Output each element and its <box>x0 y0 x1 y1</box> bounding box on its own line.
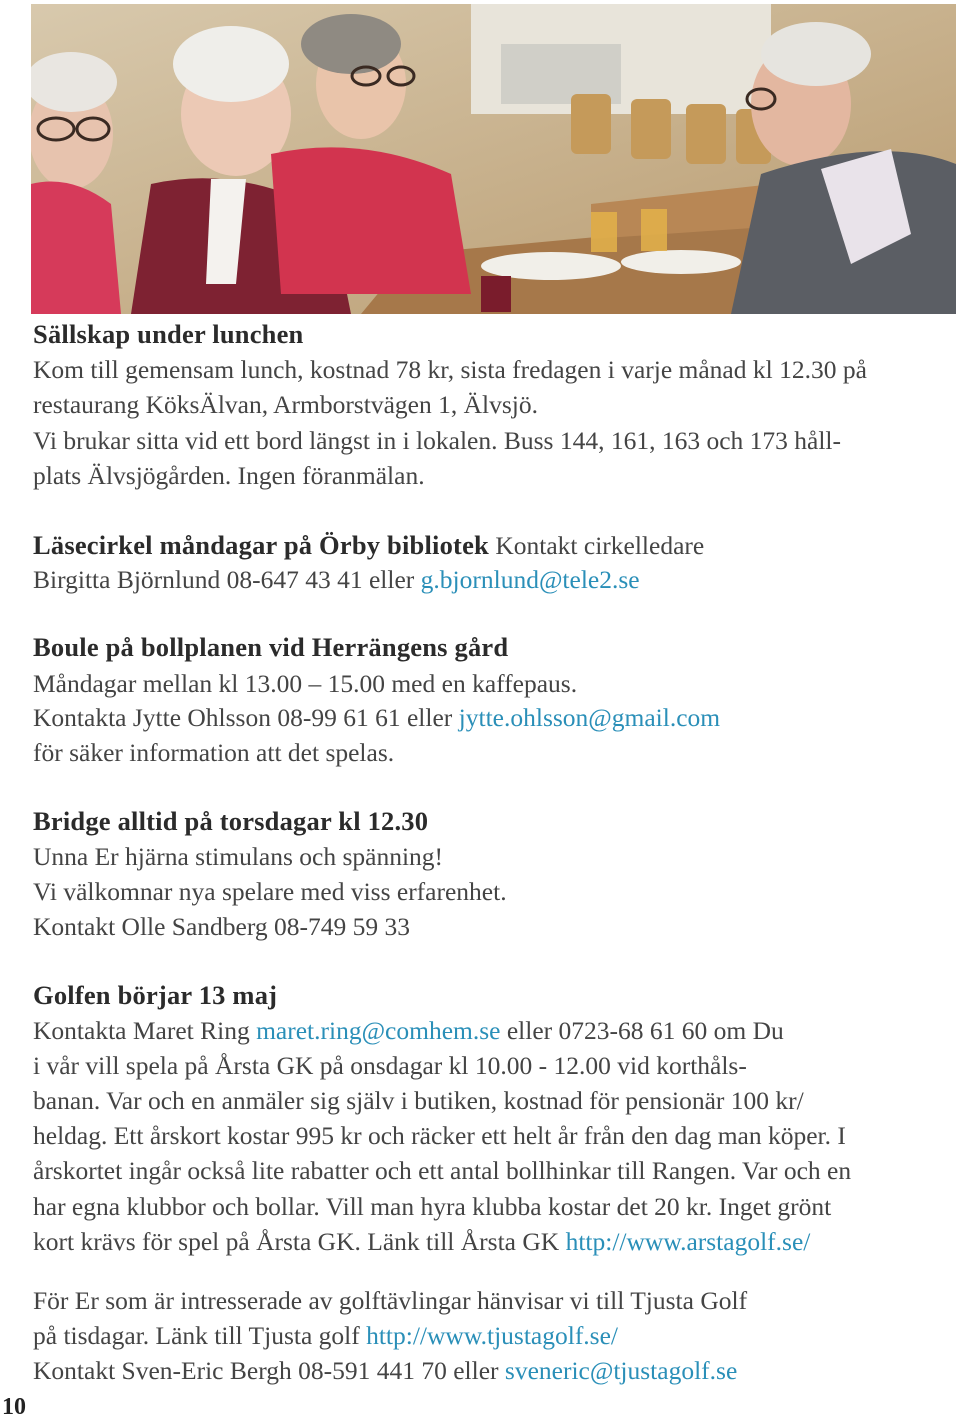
lunch-text-line: Kom till gemensam lunch, kostnad 78 kr, sista fredagen i varje månad kl 12.30 på <box>33 355 867 384</box>
golf-text-line: har egna klubbor och bollar. Vill man hyra klubba kostar det 20 kr. Inget grönt <box>33 1192 832 1221</box>
read-email-link[interactable]: g.bjornlund@tele2.se <box>420 565 640 594</box>
read-line-1 <box>33 530 704 561</box>
boule-contact-text: Kontakta Jytte Ohlsson 08-99 61 61 eller <box>33 703 459 732</box>
lunch-photo <box>31 4 956 314</box>
read-contact-text: Birgitta Björnlund 08-647 43 41 eller <box>33 565 421 594</box>
boule-line-2 <box>33 703 720 733</box>
golf-contact-text: Kontakta Maret Ring <box>33 1016 257 1045</box>
golf-p2-line-2 <box>33 1321 618 1351</box>
bridge-text-line: Vi välkomnar nya spelare med viss erfarenhet. <box>33 877 507 906</box>
arstagolf-link[interactable]: http://www.arstagolf.se/ <box>565 1227 811 1256</box>
golf-text-line: i vår vill spela på Årsta GK på onsdagar kl 10.00 - 12.00 vid korthåls- <box>33 1051 747 1080</box>
golf-text-line: För Er som är intresserade av golftävlingar hänvisar vi till Tjusta Golf <box>33 1286 748 1315</box>
bridge-heading: Bridge alltid på torsdagar kl 12.30 <box>33 806 429 836</box>
read-heading: Läsecirkel måndagar på Örby bibliotek <box>33 530 489 560</box>
lunch-text-line: restaurang KöksÄlvan, Armborstvägen 1, Älvsjö. <box>33 390 538 419</box>
read-contact-label: Kontakt cirkelledare <box>488 531 705 560</box>
tjustagolf-link[interactable]: http://www.tjustagolf.se/ <box>366 1321 619 1350</box>
lunch-text-line: Vi brukar sitta vid ett bord längst in i lokalen. Buss 144, 161, 163 och 173 håll- <box>33 426 841 455</box>
boule-text-line: Måndagar mellan kl 13.00 – 15.00 med en kaffepaus. <box>33 669 578 698</box>
golf-line-7 <box>33 1227 810 1257</box>
golf-text-line: heldag. Ett årskort kostar 995 kr och räcker ett helt år från den dag man köper. I <box>33 1121 846 1150</box>
golf-p2-line-3 <box>33 1356 737 1386</box>
tjusta-contact-text: Kontakt Sven-Eric Bergh 08-591 441 70 eller <box>33 1356 505 1385</box>
boule-heading: Boule på bollplanen vid Herrängens gård <box>33 632 509 662</box>
golf-heading: Golfen börjar 13 maj <box>33 980 278 1010</box>
golf-email-link[interactable]: maret.ring@comhem.se <box>256 1016 501 1045</box>
golf-text-line: årskortet ingår också lite rabatter och ett antal bollhinkar till Rangen. Var och en <box>33 1156 852 1185</box>
bridge-text-line: Unna Er hjärna stimulans och spänning! <box>33 842 444 871</box>
tjusta-email-link[interactable]: sveneric@tjustagolf.se <box>504 1356 738 1385</box>
bridge-text-line: Kontakt Olle Sandberg 08-749 59 33 <box>33 912 411 941</box>
lunch-heading: Sällskap under lunchen <box>33 319 304 349</box>
boule-text-line: för säker information att det spelas. <box>33 738 395 767</box>
page-number: 10 <box>2 1394 26 1420</box>
tjusta-link-label: på tisdagar. Länk till Tjusta golf <box>33 1321 367 1350</box>
golf-line-1 <box>33 1016 784 1046</box>
read-line-2 <box>33 565 640 595</box>
lunch-text-line: plats Älvsjögården. Ingen föranmälan. <box>33 461 425 490</box>
golf-text-line: banan. Var och en anmäler sig själv i butiken, kostnad för pensionär 100 kr/ <box>33 1086 804 1115</box>
golf-link-label: kort krävs för spel på Årsta GK. Länk till Årsta GK <box>33 1227 566 1256</box>
golf-contact-text-2: eller 0723-68 61 60 om Du <box>500 1016 784 1045</box>
boule-email-link[interactable]: jytte.ohlsson@gmail.com <box>458 703 721 732</box>
